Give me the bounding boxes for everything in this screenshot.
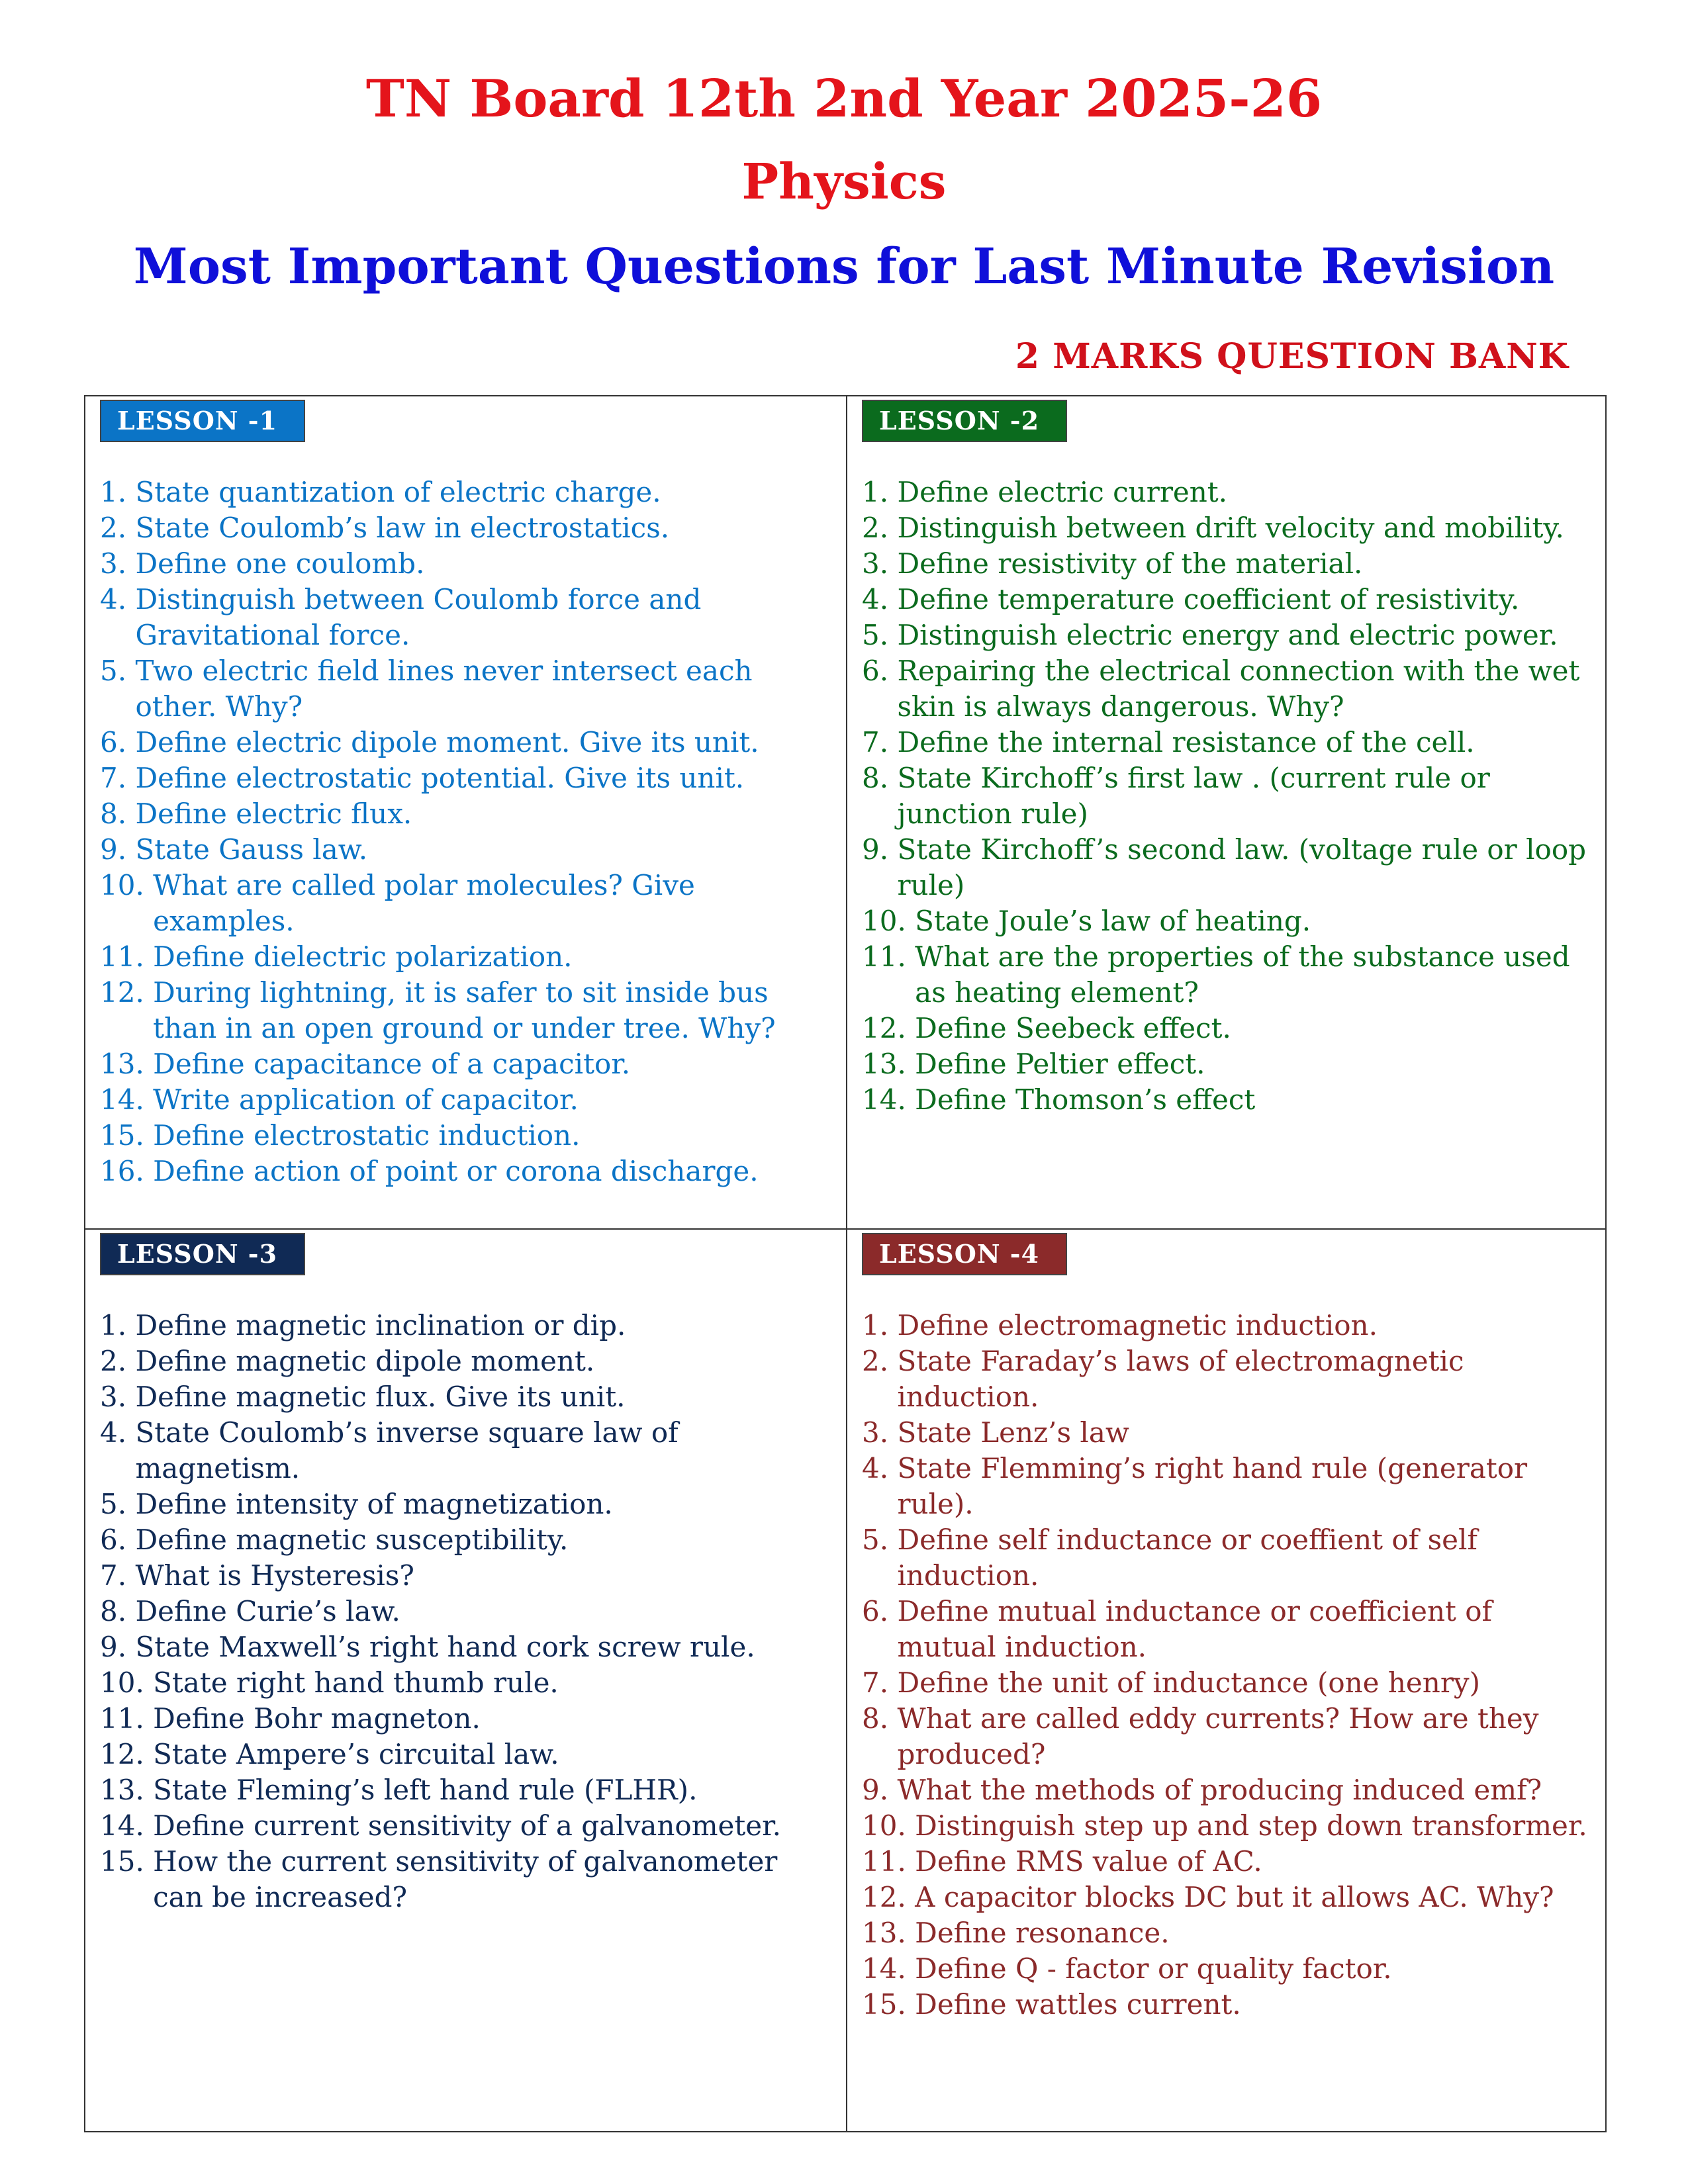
question-item: [862, 725, 1596, 760]
question-text: Define Peltier effect.: [915, 1048, 1205, 1080]
question-item: [862, 1046, 1596, 1082]
question-item: [862, 653, 1596, 725]
question-item: [100, 1737, 835, 1772]
question-text: Define electric current.: [897, 476, 1228, 508]
question-text: Define self inductance or coeffient of self induction.: [897, 1524, 1477, 1592]
question-text: State Kirchoff’s first law . (current rule or junction rule): [897, 762, 1490, 830]
question-text: Write application of capacitor.: [153, 1083, 579, 1116]
question-number: 4.: [100, 583, 136, 615]
question-number: 4.: [862, 583, 898, 615]
question-item: [100, 546, 835, 582]
lesson-4-panel: [847, 1230, 1607, 2132]
question-item: [862, 1880, 1596, 1915]
question-item: [862, 1808, 1596, 1844]
question-item: [100, 1415, 835, 1486]
question-number: 3.: [862, 547, 898, 580]
question-item: [100, 1558, 835, 1594]
document-title: TN Board 12th 2nd Year 2025-26: [365, 69, 1323, 129]
question-number: 2.: [100, 1345, 136, 1377]
question-number: 6.: [862, 1595, 898, 1627]
question-text: Define current sensitivity of a galvanometer.: [153, 1809, 781, 1842]
question-item: [862, 1594, 1596, 1665]
question-item: [862, 1665, 1596, 1701]
question-text: Define magnetic susceptibility.: [135, 1524, 569, 1556]
question-item: [100, 725, 835, 760]
question-item: [100, 1118, 835, 1154]
question-text: Define temperature coefficient of resistivity.: [897, 583, 1520, 615]
question-text: Define intensity of magnetization.: [135, 1488, 613, 1520]
question-text: State Lenz’s law: [897, 1416, 1129, 1449]
question-item: [862, 1011, 1596, 1046]
question-item: [100, 653, 835, 725]
question-text: Define one coulomb.: [135, 547, 425, 580]
question-text: Define capacitance of a capacitor.: [153, 1048, 631, 1080]
question-number: 10.: [100, 869, 154, 901]
question-number: 6.: [100, 1524, 136, 1556]
question-item: [862, 1844, 1596, 1880]
question-number: 2.: [862, 512, 898, 544]
question-number: 5.: [100, 1488, 136, 1520]
question-text: Repairing the electrical connection with the wet skin is always dangerous. Why?: [897, 655, 1580, 723]
lesson-3-questions: [100, 1308, 835, 1915]
question-item: [100, 760, 835, 796]
question-number: 13.: [862, 1048, 915, 1080]
question-item: [100, 1343, 835, 1379]
question-item: [862, 760, 1596, 832]
question-text: Define the internal resistance of the cell.: [897, 726, 1475, 758]
question-item: [862, 1772, 1596, 1808]
question-text: Define resonance.: [915, 1917, 1170, 1949]
question-text: How the current sensitivity of galvanometer can be increased?: [153, 1845, 778, 1913]
question-text: Define magnetic flux. Give its unit.: [135, 1381, 626, 1413]
question-item: [862, 1701, 1596, 1772]
question-text: Define magnetic dipole moment.: [135, 1345, 595, 1377]
question-text: Define Curie’s law.: [135, 1595, 400, 1627]
question-item: [862, 1915, 1596, 1951]
question-number: 9.: [862, 833, 898, 866]
lesson-1-questions: [100, 475, 835, 1189]
question-text: What are called polar molecules? Give examples.: [153, 869, 695, 937]
question-item: [100, 1772, 835, 1808]
question-text: Define electric dipole moment. Give its unit.: [135, 726, 759, 758]
question-number: 7.: [100, 762, 136, 794]
question-item: [862, 1343, 1596, 1415]
question-number: 8.: [862, 762, 898, 794]
question-text: What are the properties of the substance used as heating element?: [915, 940, 1570, 1009]
question-number: 1.: [862, 1309, 898, 1342]
question-item: [100, 1046, 835, 1082]
question-text: Define mutual inductance or coefficient of mutual induction.: [897, 1595, 1493, 1663]
lesson-1-panel: [85, 396, 846, 1228]
question-number: 7.: [100, 1559, 136, 1592]
question-number: 7.: [862, 1666, 898, 1699]
question-item: [100, 939, 835, 975]
question-item: [100, 475, 835, 510]
question-text: State right hand thumb rule.: [153, 1666, 559, 1699]
lesson-3-badge: LESSON -3: [100, 1233, 305, 1275]
question-item: [100, 510, 835, 546]
question-number: 15.: [100, 1845, 154, 1878]
question-item: [100, 1844, 835, 1915]
document-subtitle: Most Important Questions for Last Minute Revision: [133, 238, 1555, 295]
question-item: [862, 546, 1596, 582]
question-number: 7.: [862, 726, 898, 758]
question-number: 1.: [100, 1309, 136, 1342]
question-text: State Ampere’s circuital law.: [153, 1738, 559, 1770]
question-item: [100, 1522, 835, 1558]
question-item: [862, 1415, 1596, 1451]
question-text: Define electromagnetic induction.: [897, 1309, 1378, 1342]
question-text: Distinguish between Coulomb force and Gravitational force.: [135, 583, 702, 651]
question-item: [100, 1379, 835, 1415]
question-item: [862, 939, 1596, 1011]
lesson-2-panel: [847, 396, 1607, 1228]
question-number: 16.: [100, 1155, 154, 1187]
question-text: Define electrostatic potential. Give its unit.: [135, 762, 745, 794]
question-number: 10.: [862, 1809, 915, 1842]
question-number: 9.: [100, 833, 136, 866]
question-item: [100, 796, 835, 832]
question-item: [100, 1629, 835, 1665]
question-number: 1.: [100, 476, 136, 508]
lessons-grid: [84, 395, 1607, 2132]
question-number: 14.: [100, 1809, 154, 1842]
question-text: Define Thomson’s effect: [915, 1083, 1256, 1116]
question-item: [862, 510, 1596, 546]
question-text: State quantization of electric charge.: [135, 476, 661, 508]
question-number: 13.: [100, 1774, 154, 1806]
question-text: Define Seebeck effect.: [915, 1012, 1231, 1044]
question-text: State Fleming’s left hand rule (FLHR).: [153, 1774, 698, 1806]
question-text: During lightning, it is safer to sit inside bus than in an open ground or under tree. Why?: [153, 976, 776, 1044]
lesson-2-questions: [862, 475, 1596, 1118]
question-number: 4.: [100, 1416, 136, 1449]
question-number: 12.: [100, 1738, 154, 1770]
question-number: 9.: [100, 1631, 136, 1663]
question-text: Define RMS value of AC.: [915, 1845, 1262, 1878]
question-text: Define dielectric polarization.: [153, 940, 573, 973]
question-number: 5.: [862, 619, 898, 651]
question-number: 3.: [100, 547, 136, 580]
question-item: [862, 1451, 1596, 1522]
question-item: [862, 1082, 1596, 1118]
question-text: Distinguish step up and step down transformer.: [915, 1809, 1587, 1842]
question-bank-label: 2 MARKS QUESTION BANK: [1015, 336, 1569, 377]
question-item: [862, 903, 1596, 939]
question-text: State Gauss law.: [135, 833, 368, 866]
question-item: [862, 1987, 1596, 2023]
question-number: 12.: [862, 1881, 915, 1913]
question-number: 12.: [100, 976, 154, 1009]
question-number: 2.: [862, 1345, 898, 1377]
question-item: [100, 1701, 835, 1737]
question-item: [862, 1951, 1596, 1987]
question-item: [100, 1308, 835, 1343]
question-text: Define Bohr magneton.: [153, 1702, 481, 1735]
question-number: 10.: [862, 905, 915, 937]
question-number: 12.: [862, 1012, 915, 1044]
question-number: 6.: [100, 726, 136, 758]
question-number: 11.: [862, 940, 915, 973]
question-number: 13.: [100, 1048, 154, 1080]
question-number: 14.: [862, 1952, 915, 1985]
question-text: What is Hysteresis?: [135, 1559, 414, 1592]
question-text: What the methods of producing induced emf?: [897, 1774, 1542, 1806]
question-number: 15.: [100, 1119, 154, 1152]
question-number: 14.: [862, 1083, 915, 1116]
question-item: [862, 1308, 1596, 1343]
question-number: 3.: [100, 1381, 136, 1413]
question-number: 10.: [100, 1666, 154, 1699]
question-text: State Joule’s law of heating.: [915, 905, 1311, 937]
question-item: [862, 582, 1596, 617]
question-item: [100, 1082, 835, 1118]
question-number: 11.: [100, 940, 154, 973]
question-item: [100, 868, 835, 939]
question-text: State Coulomb’s inverse square law of magnetism.: [135, 1416, 679, 1484]
question-number: 1.: [862, 476, 898, 508]
lesson-2-badge: LESSON -2: [862, 400, 1067, 442]
lesson-4-badge: LESSON -4: [862, 1233, 1067, 1275]
question-item: [862, 475, 1596, 510]
question-text: Define magnetic inclination or dip.: [135, 1309, 626, 1342]
question-number: 8.: [862, 1702, 898, 1735]
question-number: 11.: [100, 1702, 154, 1735]
question-text: A capacitor blocks DC but it allows AC. Why?: [915, 1881, 1554, 1913]
question-number: 9.: [862, 1774, 898, 1806]
question-item: [100, 975, 835, 1046]
question-number: 5.: [862, 1524, 898, 1556]
lesson-1-badge: LESSON -1: [100, 400, 305, 442]
question-number: 15.: [862, 1988, 915, 2021]
question-item: [100, 1486, 835, 1522]
question-number: 13.: [862, 1917, 915, 1949]
question-item: [100, 1808, 835, 1844]
question-number: 14.: [100, 1083, 154, 1116]
question-text: State Faraday’s laws of electromagnetic induction.: [897, 1345, 1464, 1413]
question-number: 8.: [100, 1595, 136, 1627]
question-text: Define wattles current.: [915, 1988, 1241, 2021]
question-text: Define Q - factor or quality factor.: [915, 1952, 1392, 1985]
question-number: 2.: [100, 512, 136, 544]
question-text: What are called eddy currents? How are they produced?: [897, 1702, 1539, 1770]
lesson-3-panel: [85, 1230, 846, 2132]
question-text: Define action of point or corona discharge.: [153, 1155, 759, 1187]
question-number: 11.: [862, 1845, 915, 1878]
question-number: 3.: [862, 1416, 898, 1449]
question-text: State Flemming’s right hand rule (generator rule).: [897, 1452, 1528, 1520]
subject-title: Physics: [741, 154, 947, 210]
question-text: Define electrostatic induction.: [153, 1119, 581, 1152]
question-number: 4.: [862, 1452, 898, 1484]
question-item: [862, 1522, 1596, 1594]
question-item: [100, 832, 835, 868]
question-number: 6.: [862, 655, 898, 687]
lesson-4-questions: [862, 1308, 1596, 2023]
question-text: Define electric flux.: [135, 797, 412, 830]
question-text: State Coulomb’s law in electrostatics.: [135, 512, 670, 544]
question-text: Distinguish between drift velocity and mobility.: [897, 512, 1564, 544]
question-item: [100, 1154, 835, 1189]
question-text: Define the unit of inductance (one henry): [897, 1666, 1481, 1699]
question-item: [862, 832, 1596, 903]
question-number: 8.: [100, 797, 136, 830]
question-text: State Kirchoff’s second law. (voltage rule or loop rule): [897, 833, 1587, 901]
question-item: [100, 1594, 835, 1629]
question-text: Define resistivity of the material.: [897, 547, 1363, 580]
question-text: Distinguish electric energy and electric power.: [897, 619, 1558, 651]
question-item: [100, 582, 835, 653]
question-number: 5.: [100, 655, 136, 687]
question-text: Two electric field lines never intersect each other. Why?: [135, 655, 753, 723]
question-item: [100, 1665, 835, 1701]
question-item: [862, 617, 1596, 653]
question-text: State Maxwell’s right hand cork screw rule.: [135, 1631, 755, 1663]
